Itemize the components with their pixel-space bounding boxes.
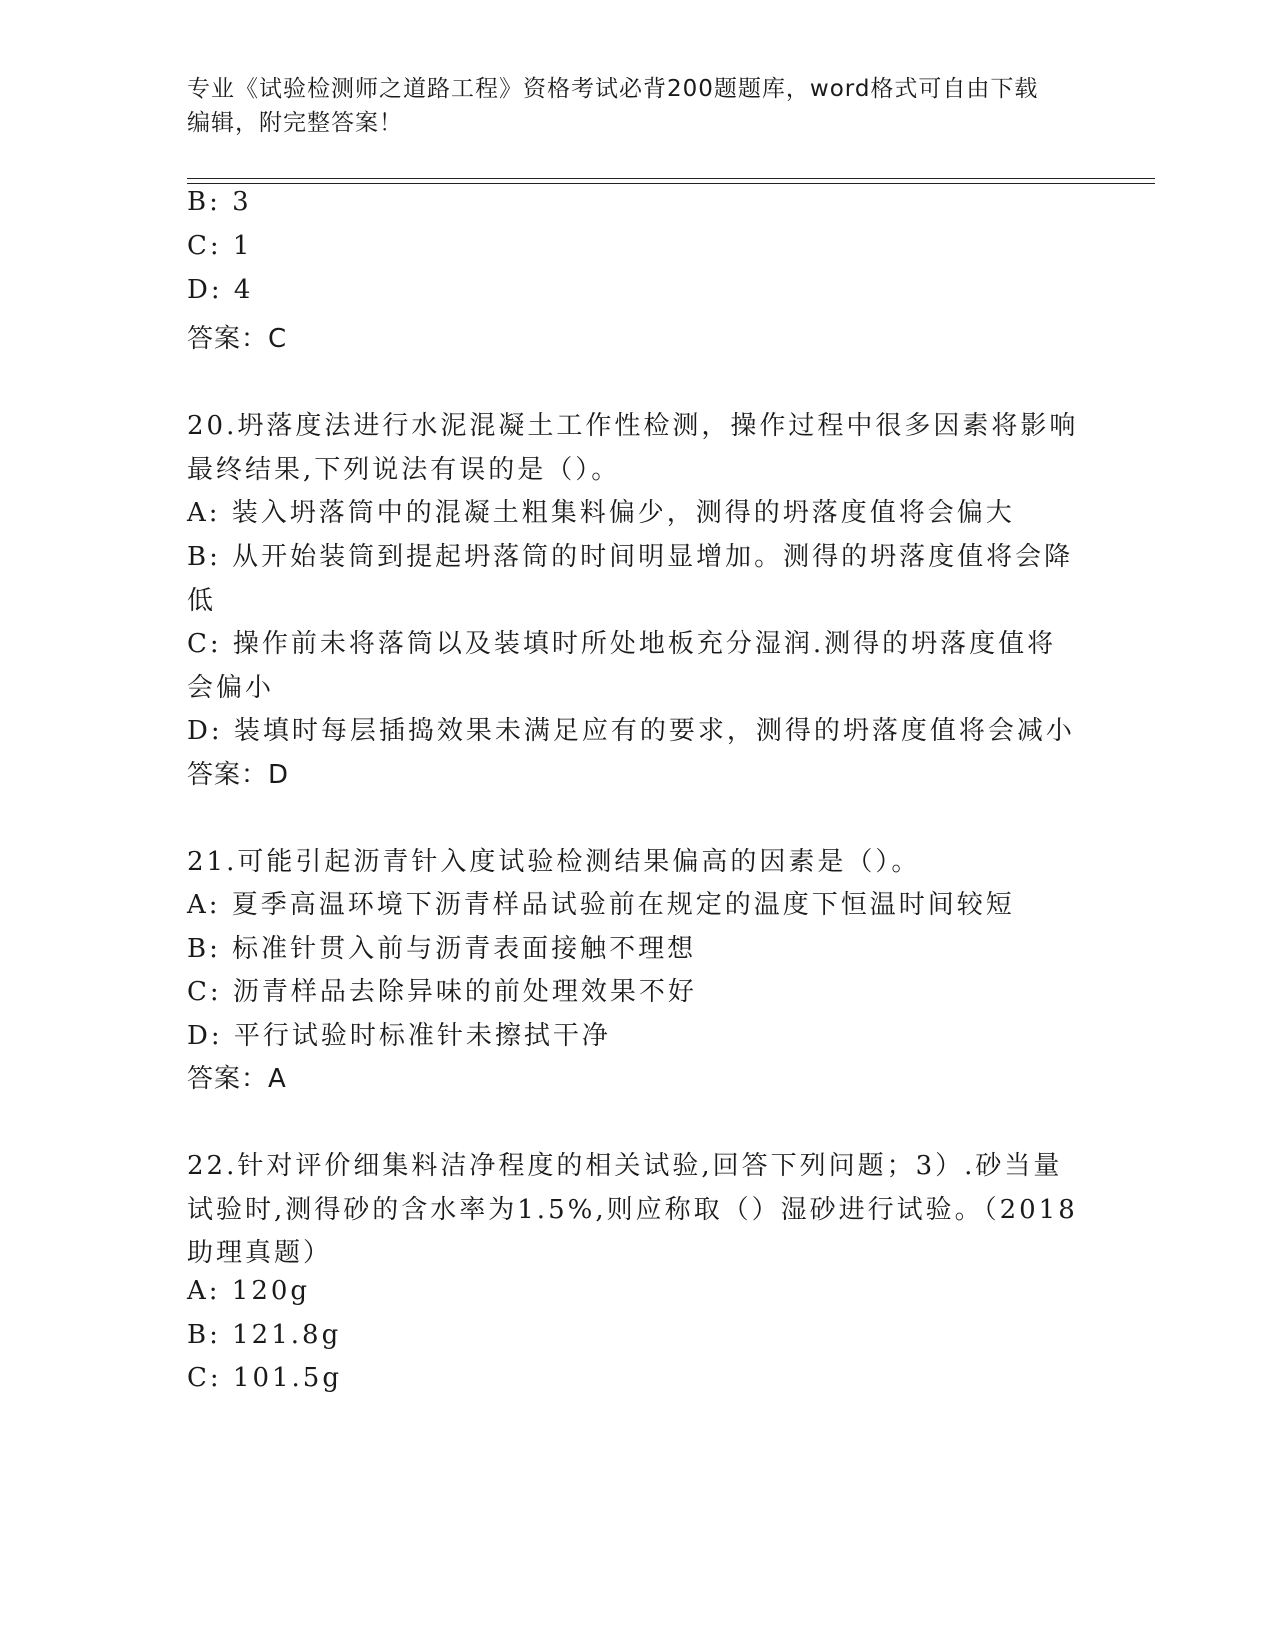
header-line-1: 专业《试验检测师之道路工程》资格考试必背200题题库，word格式可自由下载 [187,76,1039,102]
q19-answer: 答案：C [187,324,288,354]
q21-stem: 21.可能引起沥青针入度试验检测结果偏高的因素是（）。 [187,847,921,877]
q21-answer: 答案：A [187,1064,287,1094]
q22-option-c: C: 101.5g [187,1363,342,1393]
q19-option-d: D: 4 [187,275,254,305]
q20-option-c-line-2: 会偏小 [187,673,275,703]
q22-stem-line-1: 22.针对评价细集料洁净程度的相关试验,回答下列问题；3）.砂当量 [187,1151,1063,1181]
q19-option-b: B: 3 [187,187,252,217]
header-divider-bottom [187,183,1155,184]
header-divider-top [187,178,1155,179]
q22-stem-line-3: 助理真题） [187,1238,333,1268]
q21-option-d: D: 平行试验时标准针未擦拭干净 [187,1021,611,1051]
q20-option-d: D: 装填时每层插捣效果未满足应有的要求，测得的坍落度值将会减小 [187,716,1075,746]
q21-option-b: B: 标准针贯入前与沥青表面接触不理想 [187,934,697,964]
q20-option-c-line-1: C: 操作前未将落筒以及装填时所处地板充分湿润.测得的坍落度值将 [187,629,1057,659]
document-header [187,72,1077,140]
header-line-2: 编辑，附完整答案！ [187,110,403,136]
q20-stem-line-1: 20.坍落度法进行水泥混凝土工作性检测，操作过程中很多因素将影响 [187,411,1079,441]
q19-option-c: C: 1 [187,231,253,261]
q20-answer: 答案：D [187,760,290,790]
q20-option-b-line-2: 低 [187,586,217,616]
q20-option-b-line-1: B: 从开始装筒到提起坍落筒的时间明显增加。测得的坍落度值将会降 [187,542,1074,572]
q21-option-c: C: 沥青样品去除异味的前处理效果不好 [187,977,697,1007]
q20-option-a: A: 装入坍落筒中的混凝土粗集料偏少，测得的坍落度值将会偏大 [187,498,1015,528]
q20-stem-line-2: 最终结果,下列说法有误的是（）。 [187,455,621,485]
q21-option-a: A: 夏季高温环境下沥青样品试验前在规定的温度下恒温时间较短 [187,890,1015,920]
q22-stem-line-2: 试验时,测得砂的含水率为1.5%,则应称取（）湿砂进行试验。（2018 [187,1195,1078,1225]
q22-option-b: B: 121.8g [187,1320,342,1350]
q22-option-a: A: 120g [187,1276,311,1306]
